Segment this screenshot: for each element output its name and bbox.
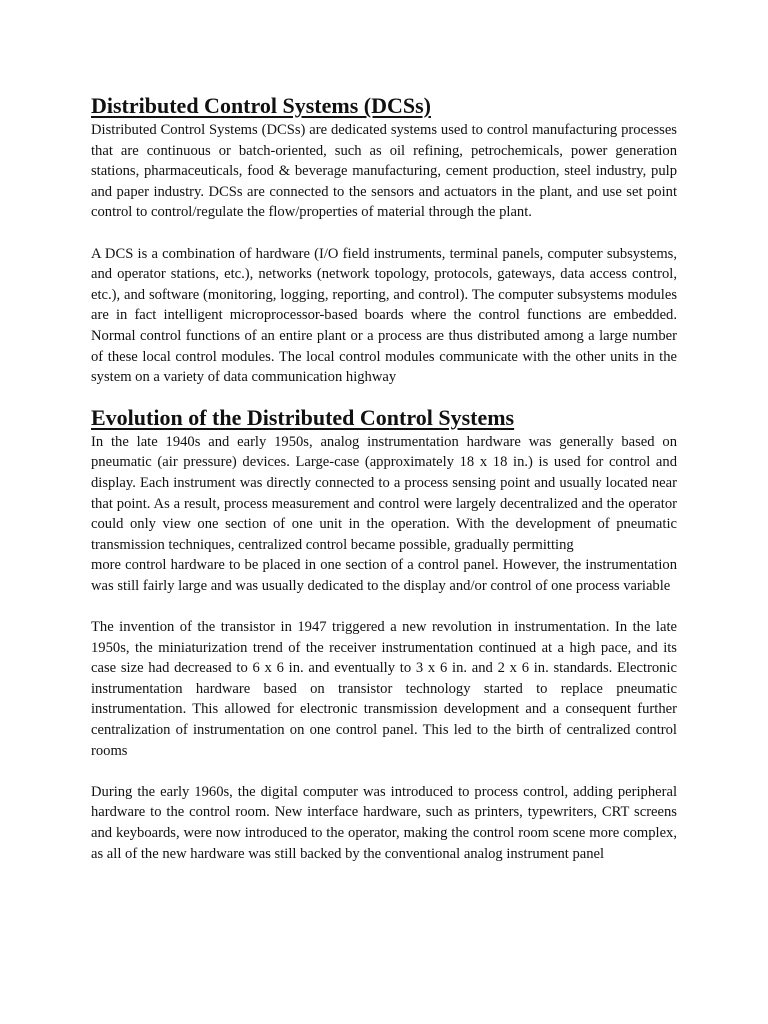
paragraph-transistor-era: The invention of the transistor in 1947 triggered a new revolution in instrumentation. In the late 1950s, the miniaturization trend of the receiver instrumentation continued at a high pace, and its case size had decreased to 6 x 6 in. and eventually to 3 x 6 in. and 2 x 6 in. standards. Electronic instrumentation hardware based on transistor technology started to replace pneumatic instrumentation. This allowed for electronic transmission development and a consequent further centralization of instrumentation on one control panel. This led to the birth of centralized control rooms [91, 619, 677, 759]
section-heading-evolution: Evolution of the Distributed Control Systems [91, 404, 515, 430]
paragraph-digital-computer-era: During the early 1960s, the digital computer was introduced to process control, adding peripheral hardware to the control room. New interface hardware, such as printers, typewriters, CRT screens and keyboards, were now introduced to the operator, making the control room scene more complex, as all of the new hardware was still backed by the conventional analog instrument panel [91, 783, 677, 862]
paragraph-spacer [91, 761, 677, 782]
paragraph-pneumatic-era-part2: more control hardware to be placed in one section of a control panel. However, the instrumentation was still fairly large and was usually dedicated to the display and/or control of one process variable [91, 557, 677, 594]
section-spacer [91, 388, 677, 404]
paragraph-dcs-components: A DCS is a combination of hardware (I/O field instruments, terminal panels, computer subsystems, and operator stations, etc.), networks (network topology, protocols, gateways, data access control, etc.), and software (monitoring, logging, reporting, and control). The computer subsystems modules are in fact intelligent microprocessor-based boards where the control functions are embedded. Normal control functions of an entire plant or a process are thus distributed among a large number of these local control modules. The local control modules communicate with the other units in the system on a variety of data communication highway [91, 245, 677, 386]
section-heading-dcs: Distributed Control Systems (DCSs) [91, 93, 431, 118]
paragraph-dcs-definition: Distributed Control Systems (DCSs) are dedicated systems used to control manufacturing processes that are continuous or batch-oriented, such as oil refining, petrochemicals, power generation stations, pharmaceuticals, food & beverage manufacturing, cement production, steel industry, pulp and paper industry. DCSs are connected to the sensors and actuators in the plant, and use set point control to control/regulate the flow/properties of material through the plant. [91, 122, 677, 221]
paragraph-spacer [91, 596, 677, 617]
paragraph-pneumatic-era-part1: In the late 1940s and early 1950s, analog instrumentation hardware was generally based on pneumatic (air pressure) devices. Large-case (approximately 18 x 18 in.) is used for control and display. Each instrument was directly connected to a process sensing point and usually located near that point. As a result, process measurement and control were largely decentralized and the operator could only view one section of one unit in the operation. With the development of pneumatic transmission techniques, centralized control became possible, gradually permitting [91, 433, 677, 553]
paragraph-spacer [91, 223, 677, 244]
document-page [91, 92, 677, 864]
